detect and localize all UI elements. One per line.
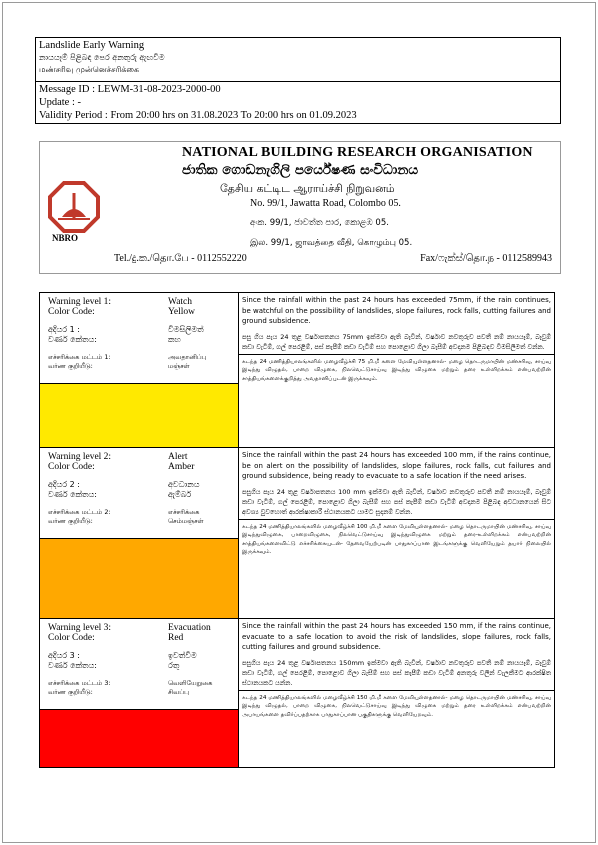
description-ta: கடந்த 24 மணித்தியாலங்களில் மழைவீழ்ச்சி 75 மி.மீ களை மேவியுள்ளதனால்- மழை தொடருமாயின் மண்சரிவு, சாய்வு இடிந்து விழுதல், பாறை விழுகை, நிலவெட்டுசாய்வு இடிந்து விழுகை மற்றும் தரை உள்ளிறக்கம் என்பவற்றின் சாத்தியங்களைக்குறித்து அவதானிப்புடன் இருக்கவும். bbox=[239, 354, 554, 387]
description-en: Since the rainfall within the past 24 hours has exceeded 100 mm, if the rains continue, be on alert on the possibility of landslides, slope failures, rock falls, cut failures and ground subsidence, being ready to evacuate to a safe location if the need arises. bbox=[242, 451, 551, 480]
level-value: Alert bbox=[168, 452, 188, 462]
level-1-info bbox=[40, 293, 239, 448]
color-value: Amber bbox=[168, 462, 195, 472]
org-name-ta: தேசிய கட்டிட ஆராய்ச்சி நிறுவனம் bbox=[220, 182, 395, 195]
level-label-si: අදියර 1 : bbox=[48, 325, 80, 334]
description-ta: கடந்த 24 மணித்தியாலங்களில் மழைவீழ்ச்சி 100 மி.மீ களை மேவியுள்ளதனால்- மழை தொடருமாயின் மண்சரிவு, சாய்வு இடிந்துவிழுகை, பாறைவிழுகை, நிலவெட்டுசாய்வு இடிந்துவிழுகை மற்றும் தரை-உள்ளிறக்கம் என்பவற்றின் சாத்தியங்களைவிட்டு எச்சரிக்கையுடன்- தேவையேற்படின் பாதுகாப்பான இடங்களுக்கு வெளியேறும் தயார் நிலையில் இருக்கவும். bbox=[239, 519, 554, 560]
telephone: Tel./දු.ක./தொ.பே - 0112552220 bbox=[114, 253, 247, 264]
color-label-si: වර්ණ කේතය: bbox=[48, 661, 97, 670]
level-label-si: අදියර 3 : bbox=[48, 651, 80, 660]
description-si: පසුගිය පැය 24 තුළ වර්ෂාපතනය 100 mm ඉක්මවා ඇති බැවින්, වර්ෂාව නවතුරුව පවතී නම් නායයෑම්, බෑවුම් කඩා වැටීම්, ගල් පෙරළීම්, පොළොව ගිලා බැසීම් සහ පස් කැපීම් කඩා වැටීම් අවදානම පිළිබඳ අවධානයෙන් සිට අවශ්‍ය වුවහොත් ආරක්ෂාකාරී ස්ථානයකට යාමට සූදානම් වන්න. bbox=[242, 487, 551, 516]
level-value-si: විමසිලිමත් bbox=[168, 325, 204, 334]
color-value-ta: சிவப்பு bbox=[168, 687, 189, 696]
level-1-description bbox=[239, 293, 555, 448]
level-value-ta: எச்சரிக்கை bbox=[168, 508, 200, 516]
validity-period: Validity Period : From 20:00 hrs on 31.08.2023 To 20:00 hrs on 01.09.2023 bbox=[39, 110, 357, 121]
table-row bbox=[40, 619, 555, 768]
color-value-si: රතු bbox=[168, 661, 180, 670]
level-label-ta: எச்சரிக்கை மட்டம் 2: bbox=[48, 508, 111, 516]
description-en: Since the rainfall within the past 24 hours has exceeded 150 mm, if the rains continue, evacuate to a safe location to avoid the risk of landslides, slope failures, rock falls, cutting failures and ground subsidence. bbox=[242, 622, 551, 651]
address-ta: இல. 99/1, ஜாவத்தை வீதி, கொழும்பு 05. bbox=[250, 238, 413, 248]
logo-text: NBRO bbox=[52, 233, 79, 243]
level-label: Warning level 3: bbox=[48, 623, 112, 633]
level-value: Watch bbox=[168, 297, 193, 307]
description-si: පසු ගිය පැය 24 තුළ වර්ෂාපතනය 75mm ඉක්මවා ඇති බැවින්, වර්ෂාව නවතුරුව පවතී නම් නායයෑම්, බෑවුම් කඩා වැටීම්, ගල් පෙරළීම්, පස් කැපීම් කඩා වැටීම් සහ පොළොව ගිලා බැසීම් අවදානම පිළිබඳව විමසිලිමත් වන්න. bbox=[242, 332, 551, 351]
level-3-description bbox=[239, 619, 555, 768]
table-row bbox=[40, 293, 555, 448]
level-value-si: අවධානය bbox=[168, 480, 200, 489]
color-label: Color Code: bbox=[48, 462, 95, 472]
warning-title-box bbox=[35, 37, 561, 82]
table-row bbox=[40, 448, 555, 619]
level-label-ta: எச்சரிக்கை மட்டம் 3: bbox=[48, 679, 111, 687]
level-3-info bbox=[40, 619, 239, 768]
fax: Fax/ෆැක්ස්/தொ.ந - 0112589943 bbox=[420, 253, 552, 264]
color-value-ta: மஞ்சள் bbox=[168, 361, 190, 370]
message-info-box bbox=[35, 82, 561, 124]
color-label: Color Code: bbox=[48, 633, 95, 643]
address-si: අංක. 99/1, ජාවත්ත පාර, කොළඹ 05. bbox=[250, 218, 389, 228]
level-label-si: අදියර 2 : bbox=[48, 480, 80, 489]
level-value: Evacuation bbox=[168, 623, 211, 633]
color-label-si: වර්ණ කේතය: bbox=[48, 335, 97, 344]
level-2-info bbox=[40, 448, 239, 619]
title-en: Landslide Early Warning bbox=[39, 40, 145, 51]
color-swatch bbox=[40, 538, 238, 618]
title-si: නායයෑම් පිළිබඳ පෙර අනතුරු ඇඟවීම bbox=[39, 53, 165, 62]
level-value-ta: அவதானிப்பு bbox=[168, 353, 207, 361]
level-2-description bbox=[239, 448, 555, 619]
color-value: Yellow bbox=[168, 307, 196, 317]
description-en: Since the rainfall within the past 24 hours has exceeded 75mm, if the rain continues, be watchful on the possibility of landslides, slope failures, rock falls, cutting failures and ground subsidence. bbox=[242, 296, 551, 325]
color-swatch bbox=[40, 709, 238, 767]
color-label-ta: வர்ண குறியீடு: bbox=[48, 687, 93, 696]
color-value-si: ඇම්බර් bbox=[168, 490, 192, 499]
color-value-si: කහ bbox=[168, 335, 181, 344]
nbro-letterhead bbox=[39, 141, 561, 274]
color-label: Color Code: bbox=[48, 307, 95, 317]
color-value: Red bbox=[168, 633, 184, 643]
color-swatch bbox=[40, 383, 238, 447]
update-line: Update : - bbox=[39, 97, 81, 108]
color-label-si: වර්ණ කේතය: bbox=[48, 490, 97, 499]
org-name-en: NATIONAL BUILDING RESEARCH ORGANISATION bbox=[182, 145, 533, 160]
warning-levels-table bbox=[39, 292, 555, 768]
color-label-ta: வர்ண குறியீடு: bbox=[48, 361, 93, 370]
level-label-ta: எச்சரிக்கை மட்டம் 1: bbox=[48, 353, 111, 361]
address-en: No. 99/1, Jawatta Road, Colombo 05. bbox=[250, 198, 401, 209]
color-value-ta: செம்மஞ்சள் bbox=[168, 516, 204, 525]
description-ta: கடந்த 24 மணித்தியாலங்களில் மழைவீழ்ச்சி 150 மி.மீ களை மேவியுள்ளதனால்- மழை தொடருமாயின் மண்சரிவு, சாய்வு இடிந்து விழுதல், பாறை விழுகை, நிலவெட்டுசாய்வு இடிந்து விழுகை மற்றும் தரை உள்ளிறக்கம் என்பவற்றின் அபாயங்களை தவிர்ப்பதற்காக பாதுகாப்பான பகுதிகளுக்கு வெளியேறவும். bbox=[239, 690, 554, 723]
level-label: Warning level 2: bbox=[48, 452, 112, 462]
level-value-ta: வெளியேறுகை bbox=[168, 679, 213, 687]
description-si: පසුගිය පැය 24 තුළ වර්ෂාපතනය 150mm ඉක්මවා ඇති බැවින්, වර්ෂාව නවතුරුව පවතී නම් නායයෑම්, බෑවුම් කඩා වැටීම්, ගල් පෙරළීම්, පොළොව ගිලා බැසීම් සහ පස් කැපීම් කඩා වැටීම් අනතුරු වලින් වැලකීමට ආරක්ෂිත ස්ථානයකට යන්න. bbox=[242, 658, 551, 687]
org-name-si: ජාතික ගොඩනැගිලි පර්යේෂණ සංවිධානය bbox=[182, 162, 419, 178]
color-label-ta: வர்ண குறியீடு: bbox=[48, 516, 93, 525]
message-id: Message ID : LEWM-31-08-2023-2000-00 bbox=[39, 84, 221, 95]
title-ta: மண்சரிவு முன்னெச்சரிக்கை bbox=[39, 65, 140, 74]
level-label: Warning level 1: bbox=[48, 297, 112, 307]
level-value-si: ඉවත්වීම bbox=[168, 651, 197, 660]
